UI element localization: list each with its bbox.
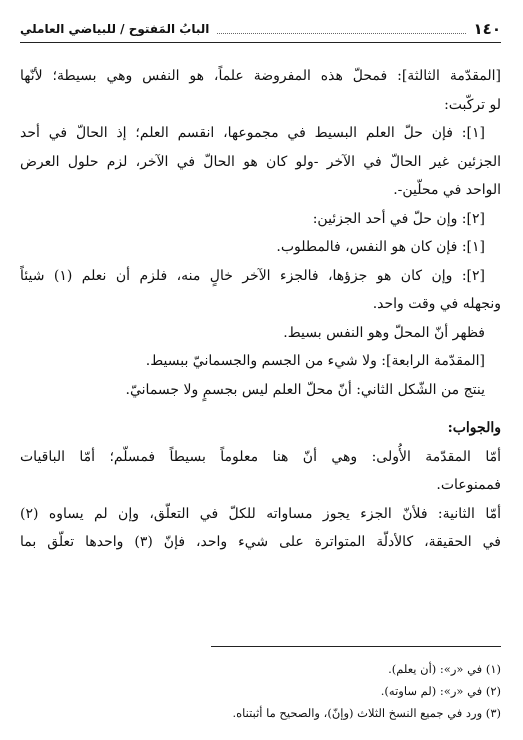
text-line: أمّا المقدّمة الأُولى: وهي أنّ هنا معلوماً بسيطاً فمسلّم؛ أمّا الباقيات xyxy=(20,448,501,465)
text-line: فممنوعات. xyxy=(436,477,501,493)
paragraph-gap xyxy=(20,404,501,414)
text-line: الجزئين غير الحالّ في الآخر -ولو كان هو الحالّ في الآخر، لزم حلول العرض xyxy=(20,153,501,170)
header-dot-leader xyxy=(217,25,465,34)
text-line: في الحقيقة، كالأدلّة المتواترة على شيء واحد، فإنّ (٣) واحدها تعلّق بما xyxy=(20,534,501,550)
text-line: فظهر أنّ المحلّ وهو النفس بسيط. xyxy=(283,324,485,341)
text-line: الواحد في محلّين-. xyxy=(393,182,501,198)
footnote: (١) في «ر»: (أن يعلم). xyxy=(388,662,501,676)
text-line: [المقدّمة الرابعة]: ولا شيء من الجسم والجسمانيّ ببسيط. xyxy=(145,353,485,369)
text-line: [المقدّمة الثالثة]: فمحلّ هذه المفروضة علماً، هو النفس وهي بسيطة؛ لأنّها xyxy=(20,68,501,84)
text-line: [٢]: وإن حلّ في أحد الجزئين: xyxy=(312,210,485,227)
running-title: البابُ المَفتوح / للبياضي العاملي xyxy=(20,22,210,36)
footnote: (٣) ورد في جميع النسخ الثلاث (وإنّ)، والصحيح ما أثبتناه. xyxy=(232,706,501,720)
text-line: أمّا الثانية: فلأنّ الجزء يجوز مساواته للكلّ في التعلّق، وإن لم يساوه (٢) xyxy=(20,505,501,522)
text-line: ونجهله في وقت واحد. xyxy=(372,296,501,312)
footnotes xyxy=(20,658,501,724)
page-header xyxy=(20,16,501,43)
text-line: [١]: فإن حلّ العلم البسيط في مجموعها، انقسم العلم؛ إذ الحالّ في أحد xyxy=(20,125,485,141)
footnote-separator xyxy=(211,646,501,647)
text-line: ينتج من الشّكل الثاني: أنّ محلّ العلم ليس بجسمٍ ولا جسمانيّ. xyxy=(125,381,485,398)
footnote: (٢) في «ر»: (لم ساوته). xyxy=(380,684,501,698)
text-line: [١]: فإن كان هو النفس، فالمطلوب. xyxy=(276,239,485,255)
section-heading: والجواب: xyxy=(447,420,501,436)
page-number: ١٤٠ xyxy=(473,20,501,38)
main-text xyxy=(20,62,501,557)
text-line: لو تركّبت: xyxy=(444,96,501,113)
text-line: [٢]: وإن كان هو جزؤها، فالجزء الآخر خالٍ منه، فلزم أن نعلم (١) شيئاً xyxy=(20,267,486,284)
